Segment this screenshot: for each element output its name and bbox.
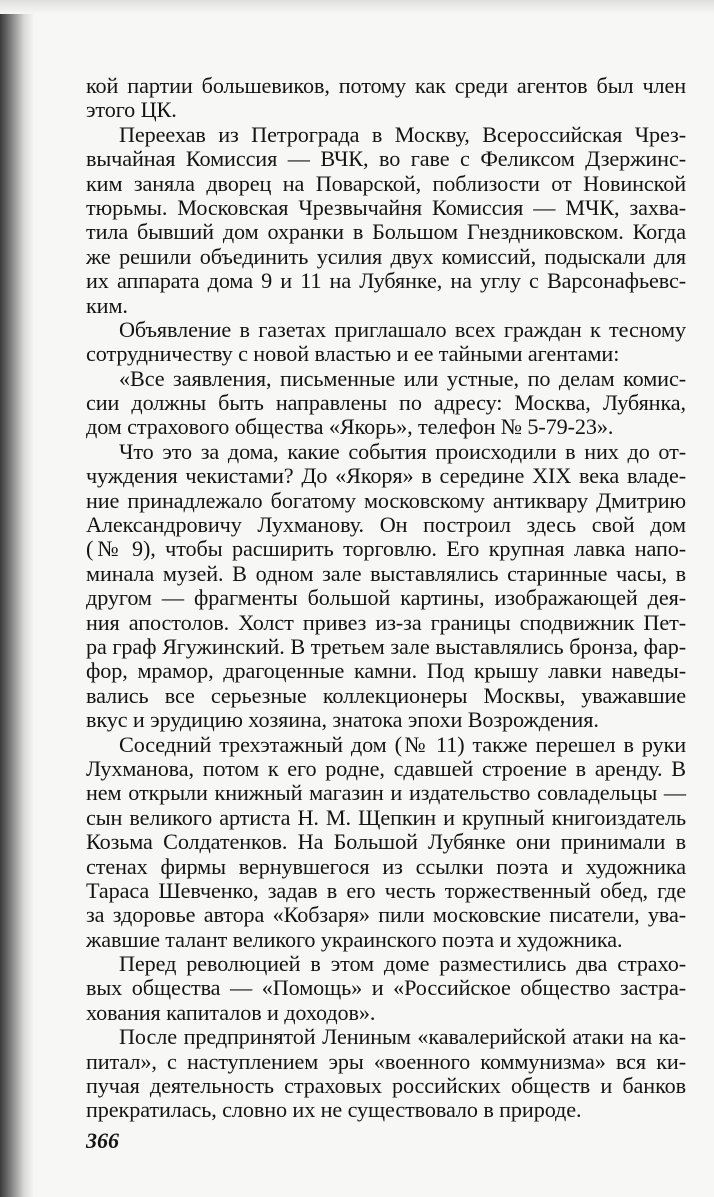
text-line: их аппарата дома 9 и 11 на Лубянке, на углу с Варсонафьевс-	[86, 268, 686, 294]
text-line: ние принадлежало богатому московскому антиквару Дмитрию	[86, 487, 686, 513]
text-line: сын великого артиста Н. М. Щепкин и крупный книгоиздатель	[86, 804, 686, 830]
paragraph	[86, 367, 686, 440]
paragraph	[86, 318, 686, 367]
page-binding-shadow	[0, 0, 34, 1197]
text-line: стенах фирмы вернувшегося из ссылки поэта и художника	[86, 853, 686, 879]
page-top-edge	[0, 0, 714, 14]
text-line: дом страхового общества «Якорь», телефон № 5-79-23».	[86, 414, 614, 440]
text-line: Что это за дома, какие события происходили в них до от-	[119, 438, 686, 464]
text-line: ния апостолов. Холст привез из-за границы сподвижник Пет-	[86, 609, 686, 635]
text-line: Козьма Солдатенков. На Большой Лубянке они принимали в	[86, 829, 686, 855]
text-line: сии должны быть направлены по адресу: Москва, Лубянка,	[86, 390, 686, 416]
paragraph	[86, 123, 686, 318]
text-line: Тараса Шевченко, задав в его честь торжественный обед, где	[86, 877, 686, 903]
text-line: хования капиталов и доходов».	[86, 999, 376, 1025]
text-line: Соседний трехэтажный дом (№ 11) также перешел в руки	[119, 731, 686, 757]
text-line: нем открыли книжный магазин и издательство совладельцы —	[86, 780, 686, 806]
text-line: «Все заявления, письменные или устные, по делам комис-	[119, 365, 686, 391]
text-line: этого ЦК.	[86, 97, 177, 123]
text-line: Перед революцией в этом доме разместились два страхо-	[119, 951, 686, 977]
body-text	[86, 74, 686, 1123]
paragraph	[86, 1025, 686, 1123]
text-line: Объявление в газетах приглашало всех граждан к тесному	[119, 316, 686, 342]
text-line: же решили объединить усилия двух комиссий, подыскали для	[86, 243, 686, 269]
text-line: ра граф Ягужинский. В третьем зале выставлялись бронза, фар-	[86, 633, 686, 659]
text-line: за здоровье автора «Кобзаря» пили московские писатели, ува-	[86, 902, 686, 928]
text-line: пучая деятельность страховых российских обществ и банков	[86, 1073, 686, 1099]
text-line: другом — фрагменты большой картины, изображающей дея-	[86, 585, 686, 611]
paragraph	[86, 74, 686, 123]
text-line: прекратилась, словно их не существовало в природе.	[86, 1097, 582, 1123]
text-line: жавшие талант великого украинского поэта и художника.	[86, 926, 623, 952]
text-line: питал», с наступлением эры «военного коммунизма» вся ки-	[86, 1048, 686, 1074]
paragraph	[86, 440, 686, 733]
text-line: вых общества — «Помощь» и «Российское общество застра-	[86, 975, 686, 1001]
text-line: (№ 9), чтобы расширить торговлю. Его крупная лавка напо-	[86, 536, 686, 562]
text-line: После предпринятой Лениным «кавалерийской атаки на ка-	[119, 1024, 686, 1050]
text-line: Лухманова, потом к его родне, сдавшей строение в аренду. В	[86, 755, 686, 781]
text-line: сотрудничеству с новой властью и ее тайными агентами:	[86, 341, 620, 367]
text-line: вкус и эрудицию хозяина, знатока эпохи Возрождения.	[86, 707, 599, 733]
text-line: фор, мрамор, драгоценные камни. Под крышу лавки наведы-	[86, 658, 686, 684]
text-line: ким.	[86, 292, 128, 318]
text-line: Переехав из Петрограда в Москву, Всероссийская Чрез-	[119, 121, 686, 147]
text-line: тюрьмы. Московская Чрезвычайня Комиссия — МЧК, захва-	[86, 194, 686, 220]
text-line: ким заняла дворец на Поварской, поблизости от Новинской	[86, 170, 686, 196]
text-line: вычайная Комиссия — ВЧК, во гаве с Феликсом Дзержинс-	[86, 146, 686, 172]
text-line: минала музей. В одном зале выставлялись старинные часы, в	[86, 560, 686, 586]
paragraph	[86, 733, 686, 953]
text-line: чуждения чекистами? До «Якоря» в середине XIX века владе-	[86, 463, 686, 489]
text-line: вались все серьезные коллекционеры Москвы, уважавшие	[86, 682, 686, 708]
page-number: 366	[86, 1128, 119, 1153]
text-line: Александровичу Лухманову. Он построил здесь свой дом	[86, 512, 686, 538]
text-line: тила бывший дом охранки в Большом Гнездниковском. Когда	[86, 219, 686, 245]
paragraph	[86, 952, 686, 1025]
text-line: кой партии большевиков, потому как среди агентов был член	[86, 73, 686, 98]
